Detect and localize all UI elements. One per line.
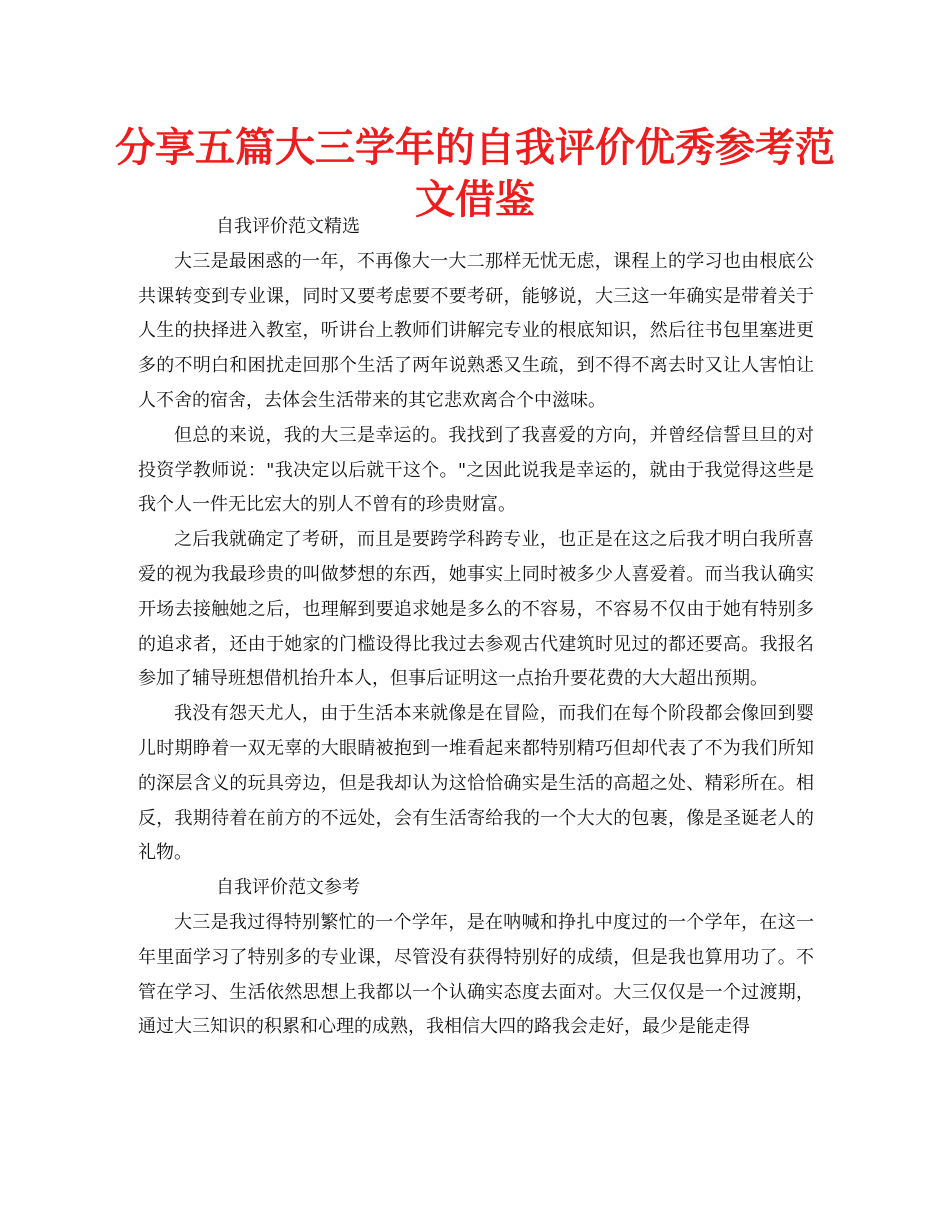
body-paragraph: 大三是我过得特别繁忙的一个学年，是在呐喊和挣扎中度过的一个学年，在这一年里面学习了特别多的专业课，尽管没有获得特别好的成绩，但是我也算用功了。不管在学习、生活依然思想上我都以一个认确实态度去面对。大三仅仅是一个过渡期，通过大三知识的积累和心理的成熟，我相信大四的路我会走好，最少是能走得 [138,911,814,1038]
section-heading: 自我评价范文参考 [216,877,360,899]
body-paragraph: 大三是最困惑的一年，不再像大一大二那样无忧无虑，课程上的学习也由根底公共课转变到专业课，同时又要考虑要不要考研，能够说，大三这一年确实是带着关于人生的抉择进入教室，听讲台上教师们讲解完专业的根底知识，然后往书包里塞进更多的不明白和困扰走回那个生活了两年说熟悉又生疏，到不得不离去时又让人害怕让人不舍的宿舍，去体会生活带来的其它悲欢离合个中滋味。 [138,250,814,411]
body-paragraph: 我没有怨天尤人，由于生活本来就像是在冒险，而我们在每个阶段都会像回到婴儿时期睁着一双无辜的大眼睛被抱到一堆看起来都特别精巧但却代表了不为我们所知的深层含义的玩具旁边，但是我却认为这恰恰确实是生活的高超之处、精彩所在。相反，我期待着在前方的不远处，会有生活寄给我的一个大大的包裹，像是圣诞老人的礼物。 [138,703,814,864]
body-paragraph: 但总的来说，我的大三是幸运的。我找到了我喜爱的方向，并曾经信誓旦旦的对投资学教师说："我决定以后就干这个。"之因此说我是幸运的，就由于我觉得这些是我个人一件无比宏大的别人不曾有的珍贵财富。 [138,424,814,516]
document-body [138,210,814,1045]
document-title: 分享五篇大三学年的自我评价优秀参考范文借鉴 [115,125,835,223]
body-paragraph: 之后我就确定了考研，而且是要跨学科跨专业，也正是在这之后我才明白我所喜爱的视为我最珍贵的叫做梦想的东西，她事实上同时被多少人喜爱着。而当我认确实开场去接触她之后，也理解到要追求她是多么的不容易，不容易不仅由于她有特别多的追求者，还由于她家的门槛设得比我过去参观古代建筑时见过的都还要高。我报名参加了辅导班想借机抬升本人，但事后证明这一点抬升要花费的大大超出预期。 [138,529,814,690]
section-heading: 自我评价范文精选 [216,216,360,237]
